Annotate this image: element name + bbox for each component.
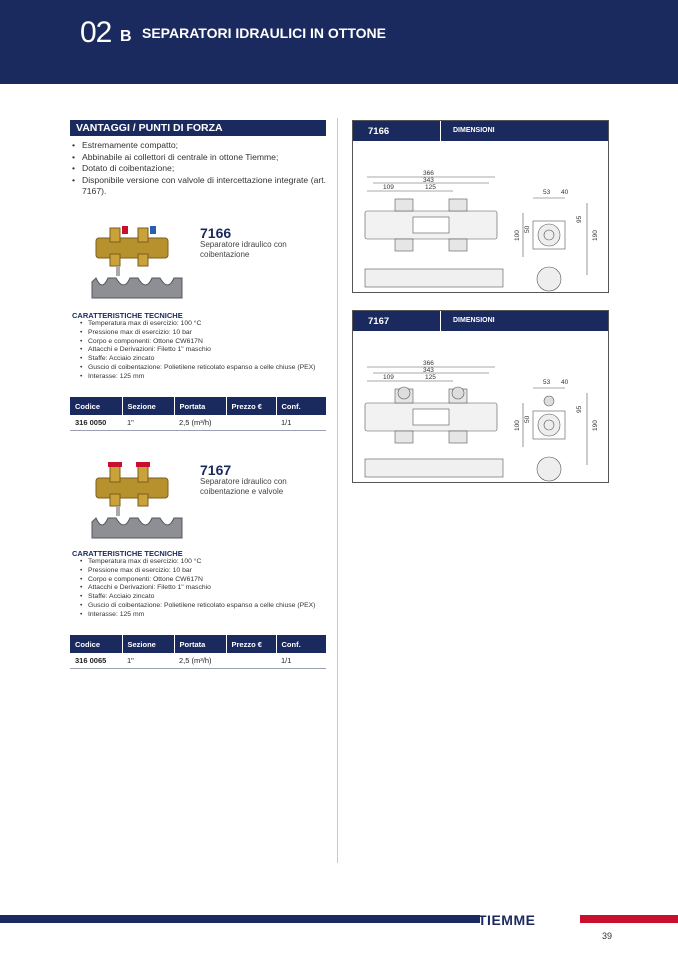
dim-125: 125 [425, 374, 436, 381]
list-item: • Interasse: 125 mm [80, 611, 320, 620]
list-item: • Pressione max di esercizio: 10 bar [80, 329, 320, 338]
footer-accent [580, 915, 678, 923]
dimension-drawing [353, 331, 608, 482]
cell-portata: 2,5 (m³/h) [174, 653, 226, 668]
dim-343: 343 [423, 177, 434, 184]
list-item: • Attacchi e Derivazioni: Filetto 1" maschio [80, 584, 320, 593]
cell-conf: 1/1 [276, 415, 326, 430]
dimension-header [353, 121, 608, 141]
list-item: • Pressione max di esercizio: 10 bar [80, 567, 320, 576]
col-prezzo: Prezzo € [226, 635, 276, 653]
product-code: 7167 [200, 462, 232, 478]
col-conf: Conf. [276, 635, 326, 653]
dimension-header [353, 311, 608, 331]
dim-125: 125 [425, 184, 436, 191]
list-item: • Corpo e componenti: Ottone CW617N [80, 576, 320, 585]
table-row [70, 415, 326, 430]
list-item: • Estremamente compatto; [70, 140, 326, 152]
page-title: SEPARATORI IDRAULICI IN OTTONE [142, 25, 386, 41]
characteristics-title: CARATTERISTICHE TECNICHE [72, 311, 183, 320]
dim-95: 95 [576, 215, 583, 223]
cell-portata: 2,5 (m³/h) [174, 415, 226, 430]
list-item: • Guscio di coibentazione: Polietilene reticolato espanso a celle chiuse (PEX) [80, 602, 320, 611]
cell-conf: 1/1 [276, 653, 326, 668]
chapter-number: 02 [80, 16, 112, 49]
dim-366: 366 [423, 360, 434, 367]
dim-40: 40 [561, 379, 569, 386]
cell-prezzo [226, 415, 276, 430]
table-row [70, 653, 326, 668]
column-divider [337, 118, 338, 863]
col-portata: Portata [174, 397, 226, 415]
table-header [70, 397, 326, 415]
dim-343: 343 [423, 367, 434, 374]
brand-logo: TIEMME [478, 912, 536, 928]
col-sezione: Sezione [122, 397, 174, 415]
dim-50: 50 [524, 415, 531, 423]
chapter-letter: B [120, 28, 132, 45]
cell-sezione: 1" [122, 415, 174, 430]
dimension-drawing [353, 141, 608, 292]
dim-100: 100 [514, 420, 521, 431]
cell-prezzo [226, 653, 276, 668]
col-portata: Portata [174, 635, 226, 653]
col-codice: Codice [70, 397, 122, 415]
product-image-7166 [88, 222, 188, 310]
dim-53: 53 [543, 379, 551, 386]
list-item: • Temperatura max di esercizio: 100 °C [80, 320, 320, 329]
page-number: 39 [602, 931, 613, 941]
dim-40: 40 [561, 189, 569, 196]
col-prezzo: Prezzo € [226, 397, 276, 415]
dimension-panel-7166 [352, 120, 609, 293]
dim-53: 53 [543, 189, 551, 196]
dim-109: 109 [383, 374, 394, 381]
dim-190: 190 [592, 420, 599, 431]
footer-bar [0, 915, 480, 923]
list-item: • Disponibile versione con valvole di intercettazione integrate (art. 7167). [70, 175, 326, 198]
list-item: • Corpo e componenti: Ottone CW617N [80, 338, 320, 347]
page-header [0, 0, 678, 84]
cell-codice: 316 0065 [70, 653, 122, 668]
cell-codice: 316 0050 [70, 415, 122, 430]
list-item: • Temperatura max di esercizio: 100 °C [80, 558, 320, 567]
col-codice: Codice [70, 635, 122, 653]
dim-366: 366 [423, 170, 434, 177]
dimension-panel-7167 [352, 310, 609, 483]
characteristics-title: CARATTERISTICHE TECNICHE [72, 549, 183, 558]
cell-sezione: 1" [122, 653, 174, 668]
advantages-list [70, 140, 326, 198]
product-image-7167 [88, 460, 188, 548]
dim-95: 95 [576, 405, 583, 413]
advantages-title: VANTAGGI / PUNTI DI FORZA [70, 120, 326, 136]
dimension-code: 7166 [368, 126, 390, 137]
list-item: • Abbinabile ai collettori di centrale in ottone Tiemme; [70, 152, 326, 164]
list-item: • Interasse: 125 mm [80, 373, 320, 382]
list-item: • Dotato di coibentazione; [70, 163, 326, 175]
product-code: 7166 [200, 225, 232, 241]
product-description: Separatore idraulico con coibentazione [200, 240, 287, 259]
col-sezione: Sezione [122, 635, 174, 653]
product-table-7166 [70, 397, 326, 431]
list-item: • Guscio di coibentazione: Polietilene reticolato espanso a celle chiuse (PEX) [80, 364, 320, 373]
dim-50: 50 [524, 225, 531, 233]
product-description: Separatore idraulico con coibentazione e valvole [200, 477, 287, 496]
product-table-7167 [70, 635, 326, 669]
list-item: • Attacchi e Derivazioni: Filetto 1" maschio [80, 346, 320, 355]
dim-109: 109 [383, 184, 394, 191]
characteristics-list [80, 320, 320, 382]
list-item: • Staffe: Acciaio zincato [80, 593, 320, 602]
dim-190: 190 [592, 230, 599, 241]
list-item: • Staffe: Acciaio zincato [80, 355, 320, 364]
characteristics-list [80, 558, 320, 620]
dimension-label: DIMENSIONI [453, 317, 495, 324]
dimension-code: 7167 [368, 316, 390, 327]
dim-100: 100 [514, 230, 521, 241]
dimension-label: DIMENSIONI [453, 127, 495, 134]
table-header [70, 635, 326, 653]
col-conf: Conf. [276, 397, 326, 415]
